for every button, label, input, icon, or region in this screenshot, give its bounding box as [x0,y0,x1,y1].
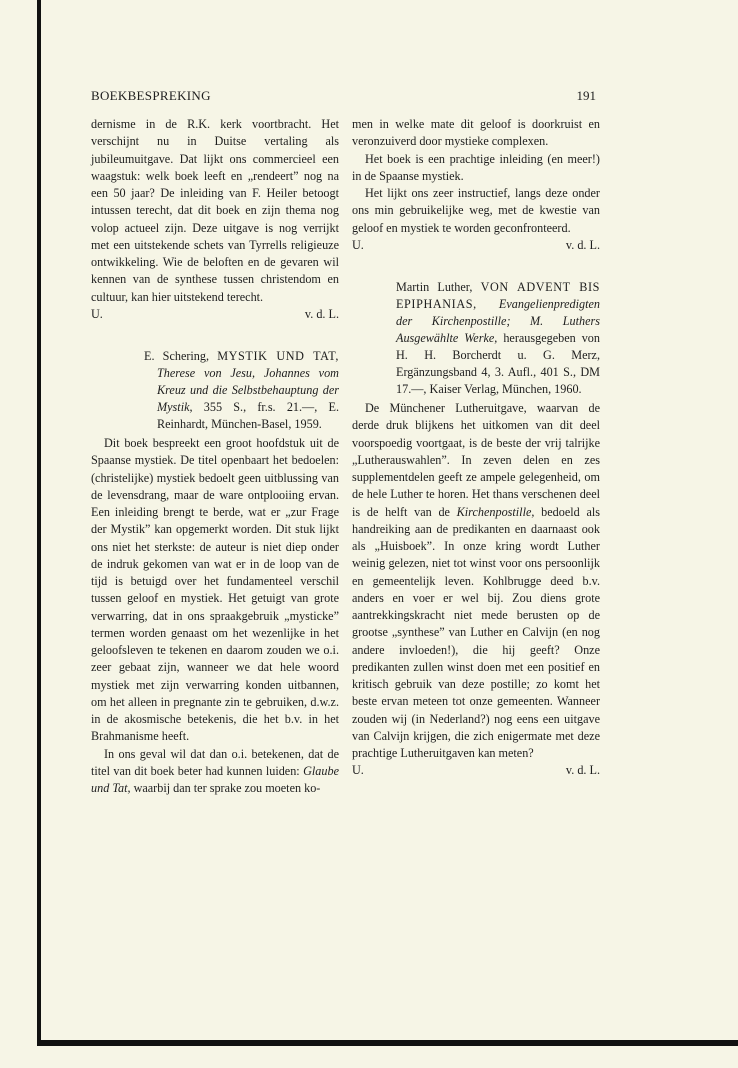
review2-paragraph-2 [91,746,339,798]
signature-name: v. d. L. [304,306,339,321]
bibliographic-entry-2 [144,348,339,433]
bib2-title: MYSTIK UND TAT, [217,349,339,363]
review2-continuation: men in welke mate dit geloof is doorkruist en veronzuiverd door mystieke complexen. [352,117,600,149]
review1-signature [91,306,339,323]
running-head: BOEKBESPREKING [91,88,211,103]
signature-name: v. d. L. [565,763,600,778]
page-number: 191 [576,88,596,103]
review3-text-1: De Münchener Lutheruitgave, waarvan de derde druk blijkens het uitkomen van dit deel voorspoedig voortgaat, is de beste der vrij talrijke „Lutherauswahlen”. In zeven delen en zes supplementdelen geeft ze ampele gelegenheid, om de hele Luther te horen. Het thans verschenen deel is de helft van de [352,401,600,519]
bib2-subtitle: Therese von Jesu, Johannes vom Kreuz und die Selbstbehauptung der Mystik, [157,366,339,414]
review2-p2-text: In ons geval wil dat dan o.i. betekenen, dat de titel van dit boek beter had kunnen luiden: [91,746,339,778]
review2-paragraph-4: Het lijkt ons zeer instructief, langs deze onder ons min gebruikelijke weg, met de kwestie van geloof en mystiek te worden geconfronteerd. [352,186,600,235]
bib3-author: Martin Luther, [396,280,481,294]
signature-initial: U. [352,763,364,778]
review2-paragraph-3: Het boek is een prachtige inleiding (en meer!) in de Spaanse mystiek. [352,151,600,183]
signature-initial: U. [352,237,364,252]
right-column [352,116,600,780]
signature-name: v. d. L. [565,237,600,252]
review3-italic: Kirchenpostille, [456,504,535,519]
page-edge-bar [37,0,41,1044]
bib2-author: E. Schering, [144,349,218,363]
review3-paragraph-1 [352,400,600,762]
page-header [91,88,596,108]
bib3-subtitle: Evangelienpredigten der Kirchenpostille; M. Luthers Ausgewählte Werke, [396,297,600,345]
signature-initial: U. [91,306,103,321]
review1-continuation: dernisme in de R.K. kerk voortbracht. Het verschijnt nu in Duitse vertaling als jubileumuitgave. Dat lijkt ons commercieel een waagstuk: welk boek leeft en „rendeert” nog na een 50 jaar? De inleiding van F. Heiler betoogt intussen terecht, dat dit boek en zijn thema nog volop actueel zijn. Deze uitgave is nog verrijkt met een uitstekende schets van Tyrrells religieuze ontwikkeling. Wie de beloften en de gevaren wil kennen van de synthese tussen christendom en cultuur, kan hier uitstekend terecht. [91,117,339,304]
review2-signature [352,237,600,254]
left-column [91,116,339,797]
bib3-title: VON ADVENT BIS EPIPHANIAS, [396,280,600,311]
review2-p2-italic: Glaube und Tat, [91,763,339,795]
review2-paragraph-1: Dit boek bespreekt een groot hoofdstuk uit de Spaanse mystiek. De titel openbaart het bedoelen: (christelijke) mystiek bedoelt geen uitblussing van de levensdrang, maar de ware ontplooiing ervan. Een inleiding brengt te berde, wat er „zur Frage der Mystik” kan opgemerkt worden. Dit stuk lijkt ons niet het sterkste: de auteur is niet diep onder de indruk gekomen van wat er in de loop van de tijd is betuigd over het fundamenteel verschil tussen geloof en mystiek. Het getuigt van grote verwarring, dat in ons spraakgebruik „mysticke” termen worden genaast om het wezenlijke in het geloofsleven te tekenen en daarom zouden we o.i. zeer gebaat zijn, wanneer we dat hele woord mystiek met zijn verwarring konden uitbannen, om het alleen in pregnante zin te gebruiken, d.w.z. in de akosmische betekenis, die het b.v. in het Brahmanisme heeft. [91,436,339,744]
review3-signature [352,762,600,779]
bibliographic-entry-3 [396,279,600,398]
review2-p2-text-end: waarbij dan ter sprake zou moeten ko- [130,781,321,795]
bib2-details: 355 S., fr.s. 21.—, E. Reinhardt, München-Basel, 1959. [157,400,339,431]
review3-text-2: bedoeld als handreiking aan de predikanten en daarnaast ook als „Huisboek”. In onze kring wordt Luther weinig gelezen, niet tot winst voor ons persoonlijk en gemeentelijk leven. Kohlbrugge deed b.v. anders en voer er wel bij. Zou diens grote aantrekkingskracht niet mede berusten op de grootse „synthese” van Luther en Calvijn (en nog andere invloeden!), die hij geeft? Onze predikanten zullen winst doen met een positief en kritisch gebruik van deze postille; zo komt het beste ervan meteen tot onze gemeenten. Wanneer zouden wij (in Nederland?) nog eens een uitgave van Calvijn krijgen, die zich enigermate met deze prachtige Lutheruitgaven kan meten? [352,504,600,760]
page-bottom-bar [37,1040,738,1046]
bib3-details: herausgegeben von H. H. Borcherdt u. G. Merz, Ergänzungsband 4, 3. Aufl., 401 S., DM 17.—, Kaiser Verlag, München, 1960. [396,331,600,396]
